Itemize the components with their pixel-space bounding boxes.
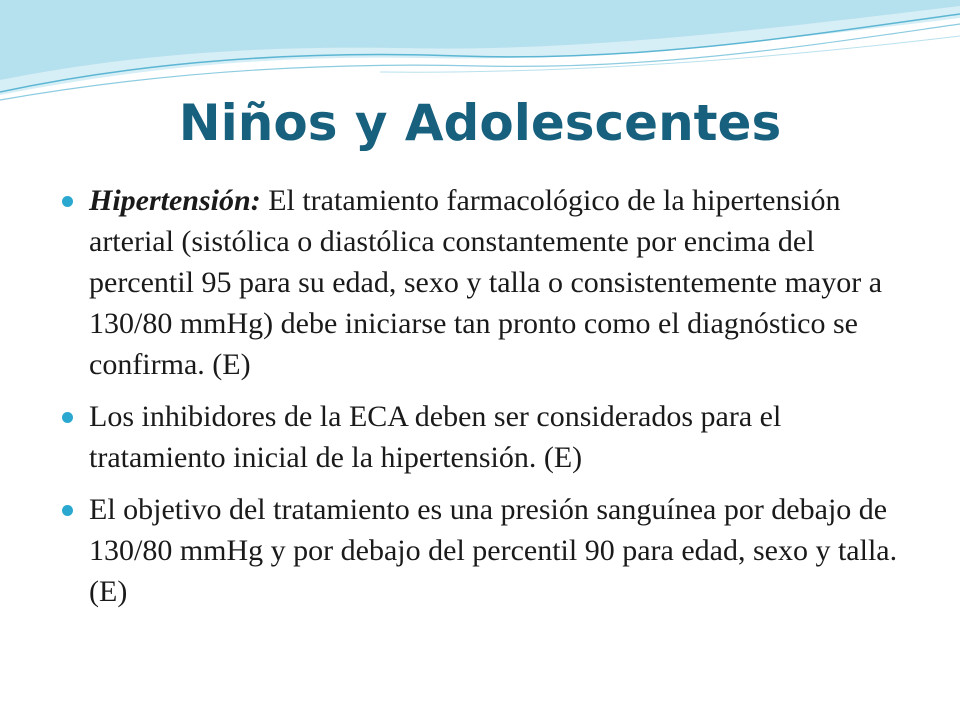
bullet-item-eca <box>62 396 912 478</box>
bullet-text: El objetivo del tratamiento es una presión sanguínea por debajo de 130/80 mmHg y por debajo del percentil 90 para edad, sexo y talla. (E) <box>89 493 898 608</box>
bullet-text: Los inhibidores de la ECA deben ser considerados para el tratamiento inicial de la hipertensión. (E) <box>89 400 782 474</box>
bullet-dot-icon <box>62 505 73 516</box>
bullet-list <box>62 180 912 623</box>
bullet-dot-icon <box>62 196 73 207</box>
bullet-dot-icon <box>62 412 73 423</box>
bullet-item-hipertension <box>62 180 912 385</box>
bullet-text: El tratamiento farmacológico de la hipertensión arterial (sistólica o diastólica constantemente por encima del percentil 95 para su edad, sexo y talla o consistentemente mayor a 130/80 mmHg) debe iniciarse tan pronto como el diagnóstico se confirma. (E) <box>89 184 883 381</box>
bullet-item-objetivo <box>62 489 912 612</box>
bullet-term: Hipertensión: <box>89 184 261 217</box>
slide-title: Niños y Adolescentes <box>178 94 782 152</box>
